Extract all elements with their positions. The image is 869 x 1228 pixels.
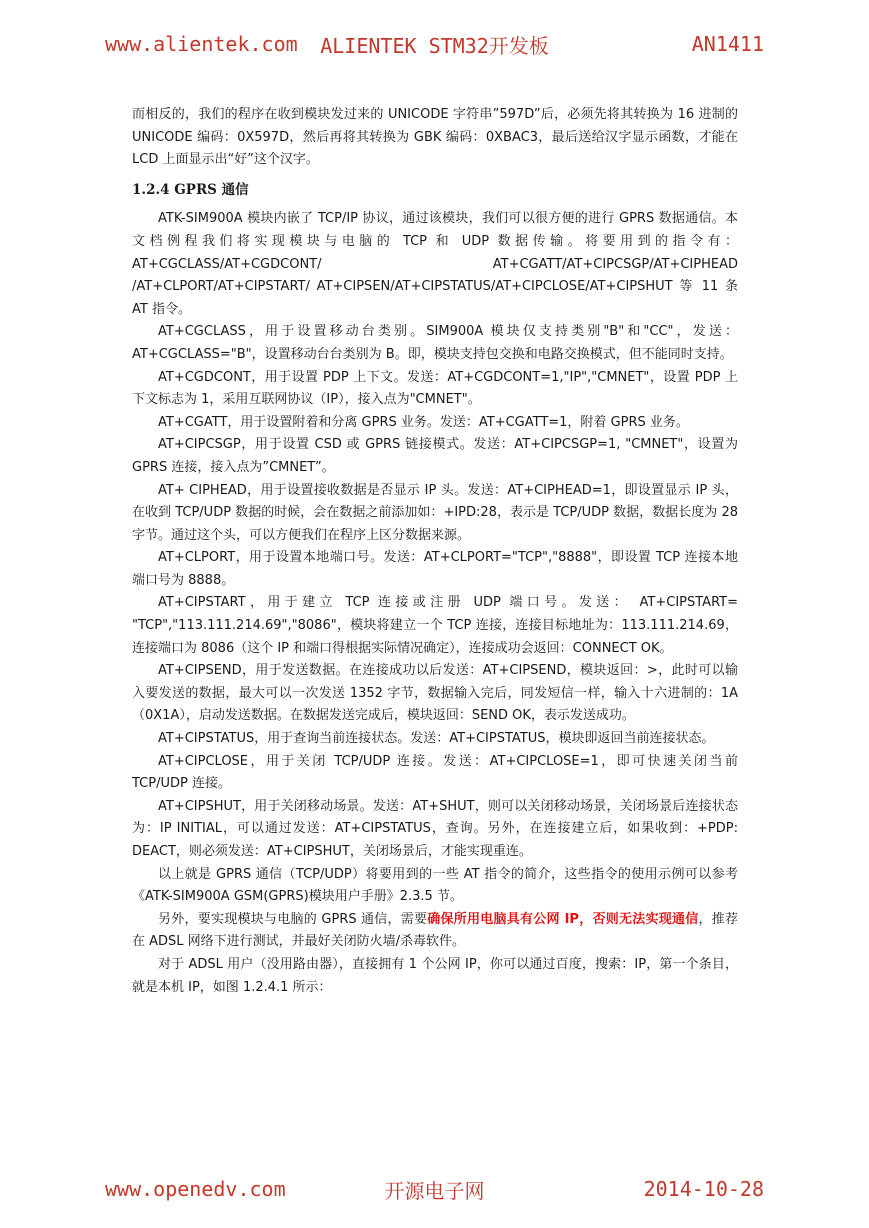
paragraph-cgclass: AT+CGCLASS，用于设置移动台类别。SIM900A 模块仅支持类别"B"和"CC"，发送：AT+CGCLASS="B"，设置移动台台类别为 B。即，模块支持包交换和电路交换模式，但不能同时支持。 <box>132 324 738 362</box>
paragraph-cipcsgp: AT+CIPCSGP，用于设置 CSD 或 GPRS 链接模式。发送：AT+CIPCSGP=1, "CMNET"，设置为 GPRS 连接，接入点为”CMNET”。 <box>132 437 738 475</box>
header-doc-id: AN1411 <box>691 32 764 56</box>
header-title: ALIENTEK STM32开发板 <box>320 33 549 58</box>
page-header <box>105 30 764 58</box>
document-body <box>132 104 738 999</box>
footer-website: www.openedv.com <box>105 1177 286 1201</box>
paragraph-cipclose: AT+CIPCLOSE，用于关闭 TCP/UDP 连接。发送：AT+CIPCLOSE=1，即可快速关闭当前 TCP/UDP 连接。 <box>132 753 738 792</box>
warning-emphasis: 确保所用电脑具有公网 IP，否则无法实现通信 <box>427 911 699 927</box>
paragraph-unicode-conversion: 而相反的，我们的程序在收到模块发过来的 UNICODE 字符串”597D”后，必须先将其转换为 16 进制的 UNICODE 编码：0X597D，然后再将其转换为 GBK 编码：0XBAC3，最后送给汉字显示函数，才能在 LCD 上面显示出“好”这个汉字。 <box>132 107 738 168</box>
page-footer <box>105 1175 764 1203</box>
paragraph-summary: 以上就是 GPRS 通信（TCP/UDP）将要用到的一些 AT 指令的简介，这些指令的使用示例可以参考《ATK-SIM900A GSM(GPRS)模块用户手册》2.3.5 节。 <box>132 866 738 905</box>
paragraph-adsl-users: 对于 ADSL 用户（没用路由器），直接拥有 1 个公网 IP，你可以通过百度，搜索：IP，第一个条目，就是本机 IP，如图 1.2.4.1 所示： <box>132 956 738 995</box>
footer-site-name: 开源电子网 <box>384 1178 485 1203</box>
note-text-after: ，推荐在 ADSL 网络下进行测试，并最好关闭防火墙/杀毒软件。 <box>132 911 738 950</box>
paragraph-cgdcont: AT+CGDCONT，用于设置 PDP 上下文。发送：AT+CGDCONT=1,"IP","CMNET"，设置 PDP 上下文标志为 1，采用互联网协议（IP），接入点为"CMNET"。 <box>132 369 738 408</box>
paragraph-cipsend: AT+CIPSEND，用于发送数据。在连接成功以后发送：AT+CIPSEND，模块返回：>，此时可以输入要发送的数据，最大可以一次发送 1352 字节，数据输入完后，同发短信一样，输入十六进制的：1A（0X1A），启动发送数据。在数据发送完成后，模块返回：SEND OK，表示发送成功。 <box>132 663 738 724</box>
paragraph-gprs-intro: ATK-SIM900A 模块内嵌了 TCP/IP 协议，通过该模块，我们可以很方便的进行 GPRS 数据通信。本文档例程我们将实现模块与电脑的 TCP 和 UDP 数据传输。将要用到的指令有：AT+CGCLASS/AT+CGDCONT/ AT+CGATT/AT+CIPCSGP/AT+CIPHEAD /AT+CLPORT/AT+CIPSTART/ AT+CIPSEN/AT+CIPSTATUS/AT+CIPCLOSE/AT+CIPSHUT 等 11 条 AT 指令。 <box>132 211 738 317</box>
paragraph-clport: AT+CLPORT，用于设置本地端口号。发送：AT+CLPORT="TCP","8888"，即设置 TCP 连接本地端口号为 8888。 <box>132 550 738 588</box>
paragraph-ciphead: AT+ CIPHEAD，用于设置接收数据是否显示 IP 头。发送：AT+CIPHEAD=1，即设置显示 IP 头，在收到 TCP/UDP 数据的时候，会在数据之前添加如：+IPD:28，表示是 TCP/UDP 数据，数据长度为 28 字节。通过这个头，可以方便我们在程序上区分数据来源。 <box>132 482 738 543</box>
header-divider <box>105 62 764 63</box>
paragraph-cipstart: AT+CIPSTART，用于建立 TCP 连接或注册 UDP 端口号。发送： AT+CIPSTART= "TCP","113.111.214.69","8086"，模块将建立一个 TCP 连接，连接目标地址为：113.111.214.69，连接端口为 8086（这个 IP 和端口得根据实际情况确定），连接成功会返回：CONNECT OK。 <box>132 595 738 656</box>
paragraph-cipstatus: AT+CIPSTATUS，用于查询当前连接状态。发送：AT+CIPSTATUS，模块即返回当前连接状态。 <box>158 731 715 747</box>
section-title: 1.2.4 GPRS 通信 <box>132 181 249 198</box>
paragraph-cipshut: AT+CIPSHUT，用于关闭移动场景。发送：AT+SHUT，则可以关闭移动场景，关闭场景后连接状态为：IP INITIAL，可以通过发送：AT+CIPSTATUS，查询。另外，在连接建立后，如果收到：+PDP: DEACT，则必须发送：AT+CIPSHUT，关闭场景后，才能实现重连。 <box>132 798 738 859</box>
paragraph-cgatt: AT+CGATT，用于设置附着和分离 GPRS 业务。发送：AT+CGATT=1，附着 GPRS 业务。 <box>158 414 689 430</box>
note-text-before: 另外，要实现模块与电脑的 GPRS 通信，需要 <box>158 911 428 927</box>
paragraph-public-ip-note <box>132 909 738 954</box>
header-website: www.alientek.com <box>105 32 298 56</box>
footer-date: 2014-10-28 <box>643 1177 764 1201</box>
